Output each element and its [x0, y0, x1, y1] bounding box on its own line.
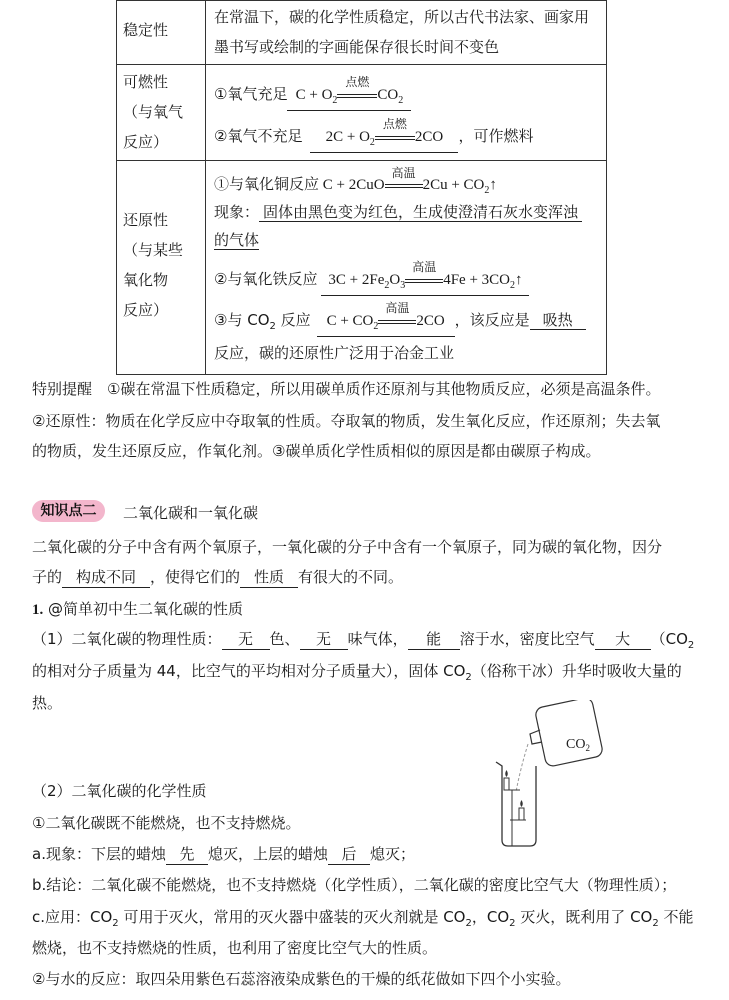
tip-line-1: 特别提醒 ①碳在常温下性质稳定，所以用碳单质作还原剂与其他物质反应，必须是高温条件。: [32, 380, 661, 398]
combustibility-label-2: （与氧气: [123, 103, 184, 121]
phys-sub: 2: [687, 640, 695, 651]
physical-line-3: 热。: [32, 694, 63, 712]
eq1-right: CO: [377, 87, 399, 103]
fe-condition: [405, 260, 443, 289]
reducibility-label-3: 氧化物: [123, 271, 169, 289]
c-d: 灭火，既利用了 CO: [515, 908, 653, 926]
structure-answer: 构成不同: [62, 566, 150, 588]
combustibility-content-cell: [206, 65, 607, 161]
beaker-diagram: [490, 700, 630, 850]
co2-right: 2CO: [416, 313, 445, 329]
lower-candle-icon: [519, 800, 524, 820]
c-sub4: 2: [652, 918, 659, 929]
intro-line-1: 二氧化碳的分子中含有两个氧原子，一氧化碳的分子中含有一个氧原子，同为碳的氧化物，因分: [32, 538, 663, 556]
co2-condition-text: 高温: [385, 301, 410, 315]
first-answer: 先: [166, 843, 208, 865]
color-answer: 无: [222, 628, 270, 650]
c-sub3: 2: [509, 918, 516, 929]
co2-condition: [378, 301, 416, 330]
c-e: 不能: [658, 908, 694, 926]
heading-1: [32, 598, 243, 619]
density-answer: 大: [595, 628, 651, 650]
water-reaction-line: ②与水的反应：取四朵用紫色石蕊溶液染成紫色的干燥的纸花做如下四个小实验。: [32, 970, 571, 988]
co2-reaction-line: [214, 301, 586, 337]
reducibility-label-1: 还原性: [123, 211, 169, 229]
phenomenon-a-line: [32, 843, 415, 865]
reducibility-label-cell: [117, 161, 206, 375]
reducibility-label-2: （与某些: [123, 241, 184, 259]
physical-line-2: [32, 660, 682, 683]
eq2-condition: [375, 117, 415, 146]
stability-content-cell: [206, 1, 607, 65]
eq1-condition-text: 点燃: [345, 75, 370, 89]
cuo-condition-text: 高温: [391, 166, 416, 180]
combustion-insufficient-prefix: ②氧气不充足: [214, 127, 303, 145]
phys-f: （CO: [650, 630, 688, 648]
tip-line-3: 的物质，发生还原反应，作氧化剂。③碳单质化学性质相似的原因是都由碳原子构成。: [32, 442, 601, 460]
intro2-b: ，使得它们的: [150, 568, 241, 586]
co2-prefix2: 反应: [275, 311, 311, 329]
phenomenon-prefix: 现象：: [214, 203, 260, 221]
combustion-sufficient-equation: [287, 75, 411, 111]
stability-text-line1: 在常温下，碳的化学性质稳定，所以古代书法家、画家用: [214, 8, 590, 26]
eq2-right: 2CO: [414, 129, 444, 145]
intro-line-2: [32, 566, 403, 588]
co2-bottle: [530, 700, 604, 767]
phys2: 的相对分子质量为 44，比空气的平均相对分子质量大），固体 CO: [32, 662, 466, 680]
stability-text-line2: 墨书写或绘制的字画能保存很长时间不变色: [214, 38, 500, 56]
eq1-condition: [337, 75, 377, 104]
cuo-condition: [385, 166, 423, 194]
property-answer: 性质: [240, 566, 298, 588]
application-c-line-1: [32, 906, 694, 929]
phenomenon-line: [214, 201, 582, 222]
combustibility-label-3: 反应）: [123, 133, 169, 151]
phenomenon-line2: [214, 231, 259, 250]
co2-prefix: ③与 CO: [214, 311, 270, 329]
reducibility-label-4: 反应）: [123, 301, 169, 319]
phys-e: 溶于水，密度比空气: [459, 630, 595, 648]
combustion-sufficient-prefix: ①氧气充足: [214, 85, 288, 103]
combustion-sufficient-line: [214, 75, 411, 111]
later-answer: 后: [328, 843, 370, 865]
fe-sub2: 3: [400, 280, 406, 291]
section-title: 二氧化碳和一氧化碳: [123, 504, 259, 522]
cuo-prefix: ①与氧化铜反应 C + 2CuO: [214, 177, 385, 193]
heading-1-text: @简单初中生二氧化碳的性质: [48, 600, 244, 618]
cuo-right: 2Cu + CO: [422, 177, 485, 193]
endothermic-answer: 吸热: [530, 311, 586, 330]
phys-d: 味气体，: [347, 630, 408, 648]
eq1-left: C + O: [295, 87, 333, 103]
combustion-insufficient-equation: [310, 117, 458, 153]
eq1-sub: 2: [332, 95, 338, 106]
c-sub2: 2: [465, 918, 472, 929]
combustibility-label-1: 可燃性: [123, 73, 169, 91]
odor-answer: 无: [300, 628, 348, 650]
co2-prefix-sub: 2: [269, 321, 276, 332]
carbon-properties-table: [116, 0, 607, 375]
section-badge: 知识点二: [32, 500, 105, 522]
phenomenon-answer: 固体由黑色变为红色，生成使澄清石灰水变浑浊: [259, 203, 582, 222]
intro2-a: 子的: [32, 568, 63, 586]
eq2-condition-text: 点燃: [382, 117, 407, 131]
stability-label: 稳定性: [123, 21, 169, 39]
fe-condition-text: 高温: [412, 260, 437, 274]
up-arrow-icon: ↑: [489, 177, 497, 193]
co2-line2: 反应，碳的还原性广泛用于冶金工业: [214, 344, 455, 362]
reducibility-content-cell: [206, 161, 607, 375]
conclusion-b-line: b.结论：二氧化碳不能燃烧，也不支持燃烧（化学性质），二氧化碳的密度比空气大（物理性质）；: [32, 876, 677, 894]
co2-left: C + CO: [326, 313, 374, 329]
solubility-answer: 能: [408, 628, 460, 650]
fe-sub3: 2: [510, 280, 515, 291]
chem-line-1: ①二氧化碳既不能燃烧，也不支持燃烧。: [32, 814, 301, 832]
c-b: 可用于灭火，常用的灭火器中盛装的灭火剂就是 CO: [118, 908, 466, 926]
eq2-left: 2C + O: [325, 129, 370, 145]
physical-line-1: [32, 628, 694, 651]
combustion-insufficient-line: [214, 117, 534, 153]
fe2o3-equation: $3C + 2Fe_2O_3$ 高温 $4Fe + 3CO_2↑$: [321, 271, 529, 296]
co2-sub: 2: [373, 321, 379, 332]
phys2-sub: 2: [465, 672, 472, 683]
fe-left: 3C + 2Fe: [328, 272, 385, 288]
phys-c: 色、: [269, 630, 300, 648]
beaker: [496, 762, 536, 846]
cuo-sub: 2: [484, 185, 490, 196]
combustion-insufficient-suffix: ，可作燃料: [458, 127, 534, 145]
intro2-c: 有很大的不同。: [298, 568, 404, 586]
tip-line-2: ②还原性：物质在化学反应中夺取氧的性质。夺取氧的物质，发生氧化反应，作还原剂；失去氧: [32, 412, 661, 430]
eq1-sub-right: 2: [398, 95, 404, 106]
c-a: c.应用：CO: [32, 908, 113, 926]
a-d: 熄灭；: [369, 845, 415, 863]
co2-equation: [317, 301, 455, 337]
fe-right: 4Fe + 3CO: [443, 272, 510, 288]
co2-mid: ，该反应是: [454, 311, 530, 329]
cuo-reaction-line: [214, 166, 497, 196]
heading-1-number: 1.: [32, 602, 44, 618]
fe-sub1: 2: [384, 280, 390, 291]
a-a: a.现象：下层的蜡烛: [32, 845, 166, 863]
phys-a: （1）二氧化碳的物理性质：: [32, 630, 222, 648]
combustibility-label-cell: [117, 65, 206, 161]
fe2o3-reaction-line: [214, 260, 529, 296]
upper-candle-icon: [504, 770, 509, 790]
co2-label: $CO_2$: [566, 737, 590, 753]
chem-title: （2）二氧化碳的化学性质: [32, 782, 207, 800]
stability-label-cell: [117, 1, 206, 65]
c-sub1: 2: [112, 918, 119, 929]
phenomenon-answer-2: 的气体: [214, 231, 260, 249]
eq2-sub: 2: [369, 137, 375, 148]
fe2o3-prefix: ②与氧化铁反应: [214, 270, 318, 288]
up-arrow-icon: ↑: [515, 272, 523, 288]
a-c: 熄灭，上层的蜡烛: [207, 845, 328, 863]
application-c-line-2: 燃烧，也不支持燃烧的性质，也利用了密度比空气大的性质。: [32, 939, 438, 957]
phys2-b: （俗称干冰）升华时吸收大量的: [471, 662, 682, 680]
c-c: ，CO: [471, 908, 510, 926]
